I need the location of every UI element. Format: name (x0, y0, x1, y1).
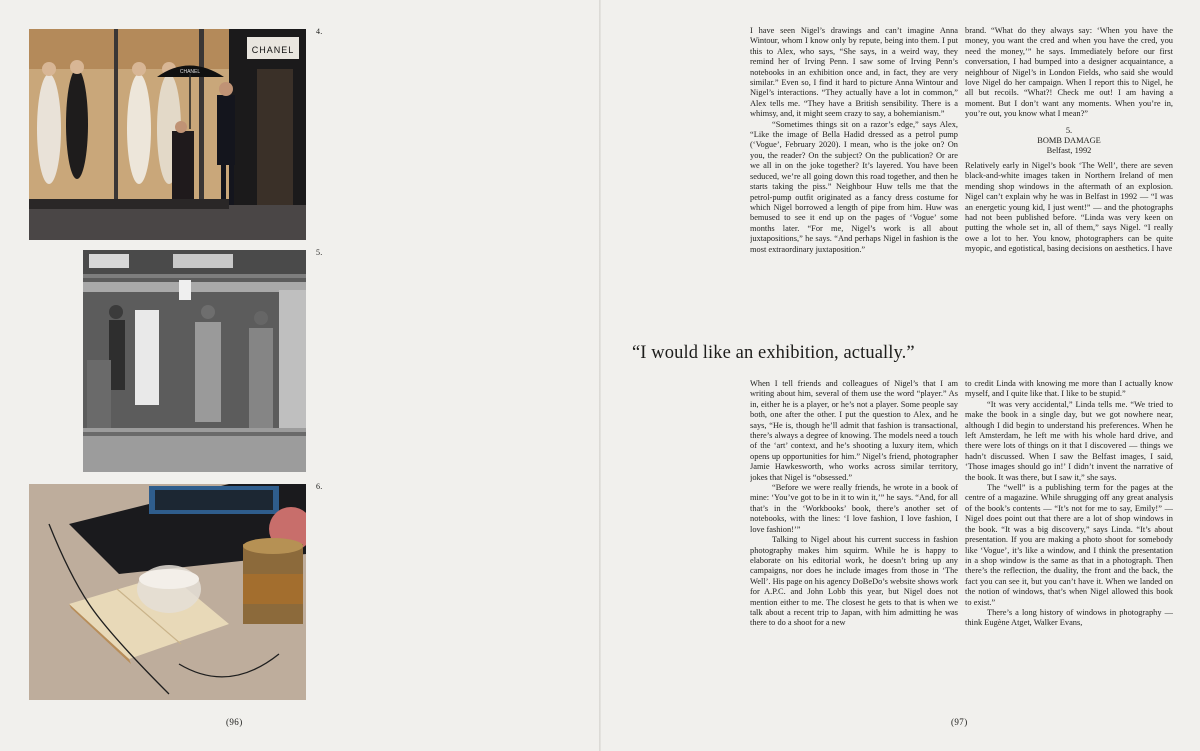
paragraph: The “well” is a publishing term for the pages at the centre of a magazine. While shrugging off any great analysis of the book’s contents — “It’s not for me to say, Emily!” — Nigel does point out that there are a lot of shop windows in the book. “It was a big discovery,” says Linda. “It’s about presentation. If you are making a photo shoot for somebody like ‘Vogue’, it’s like a window, and I think the presentation in a shop window is the same as that in a photograph. Then there’s the reflection, the duality, the front and the back, the fact you can see it, but you can’t have it. When we landed on the notion of windows, that’s when Nigel allowed this book to exist.” (965, 483, 1173, 607)
paragraph: “Before we were really friends, he wrote in a book of mine: ‘You’ve got to be in it to win it,’” he says. “And, for all that’s in the ‘Workbooks’ book, there’s another set of notebooks, with the lines: ‘I love fashion, I love fashion, I love fashion!’” (750, 483, 958, 534)
paragraph: Relatively early in Nigel’s book ‘The Well’, there are seven black-and-white images taken in Northern Ireland of men mending shop windows in the aftermath of an explosion. Nigel can’t explain why he was in Belfast in 1992 — “I was an energetic young kid, I just went!” — and the photographs had not been published before. “Linda was very keen on putting the whole set in, all of them,” says Nigel. “I really owe a lot to her. You know, photographers can be quite myopic, and egotistical, basing decisions on aesthetics. I have (965, 160, 1173, 254)
section-place: Belfast, 1992 (1046, 146, 1092, 156)
photo-book-and-glass (29, 484, 306, 700)
photo-chanel-window (29, 29, 306, 240)
pull-quote: “I would like an exhibition, actually.” (632, 343, 915, 363)
plate-number-5: 5. (316, 248, 323, 257)
paragraph: brand. “What do they always say: ‘When you have the money, you want the cred and when you have the cred, you need the money,’” he says. Immediately before our first conversation, I had bumped into a designer acquaintance, a neighbour of Nigel’s in London Fields, who said she would love Nigel do her campaign. When I report this to Nigel, he all but recoils. “What?! Check me out! I am having a moment. But I don’t want any moments. When you’re in, you’re out, you know what I mean?” (965, 26, 1173, 119)
shop-window-bw-image (83, 250, 306, 472)
paragraph: “Sometimes things sit on a razor’s edge,” says Alex, “Like the image of Bella Hadid dressed as a petrol pump (‘Vogue’, February 2020). I mean, who is the joke on? On you, the reader? On the subject? On the publication? Or are we all in on the joke together? It’s layered. You have been seduced, we’re all going down this road together, and then he starts taking the piss.” Neighbour Huw tells me that the petrol-pump outfit originated as a fancy dress costume for which Nigel borrowed a length of pipe from him. Huw was bemused to see it end up on the pages of ‘Vogue’ some months later. “For me, Nigel’s work is all about juxtapositions,” he says. “And perhaps Nigel in fashion is the most extraordinary juxtaposition.” (750, 119, 958, 254)
photo-shop-window-bw (83, 250, 306, 472)
umbrella-text: CHANEL (179, 69, 201, 75)
section-title: BOMB DAMAGE (1037, 136, 1101, 146)
article-column-2-bottom (965, 379, 1173, 705)
paragraph: “It was very accidental,” Linda tells me. “We tried to make the book in a single day, but we got nowhere near, although I did begin to understand his preferences. When he left Amsterdam, he left me with his whole hard drive, and there were lots of things on it that I discovered — things we hadn’t discussed. When I saw the Belfast images, I said, ‘Those images should go in!’ I didn’t invent the narrative of the book. It was there, but I saw it,” she says. (965, 399, 1173, 482)
plate-number-4: 4. (316, 27, 323, 36)
plate-number-6: 6. (316, 482, 323, 491)
paragraph: I have seen Nigel’s drawings and can’t imagine Anna Wintour, whom I know only by repute, being into them. I put this to Alex, who says, “She says, in a weird way, they remind her of Irving Penn. I saw some of Irving Penn’s notebooks in an exhibition once and, in fact, they are very similar.” Even so, I find it hard to picture Anna Wintour and Nigel’s interactions. “They actually have a lot in common,” Alex tells me. “They have a British sensibility. There is a whimsy, and, it might seem crazy to say, a bohemianism.” (750, 26, 958, 119)
paragraph: to credit Linda with knowing me more than I actually know myself, and I quite like that. I like to be stupid.” (965, 379, 1173, 399)
article-column-1-bottom (750, 379, 958, 705)
article-column-1-top (750, 26, 958, 330)
section-heading (965, 126, 1173, 157)
chanel-window-image (29, 29, 306, 240)
folio-right: (97) (951, 717, 968, 727)
paragraph: There’s a long history of windows in photography — think Eugène Atget, Walker Evans, (965, 607, 1173, 628)
chanel-sign-text: CHANEL (251, 45, 295, 55)
folio-left: (96) (226, 717, 243, 727)
left-page (0, 0, 599, 751)
section-number: 5. (1065, 125, 1073, 135)
paragraph: When I tell friends and colleagues of Nigel’s that I am writing about him, several of them use the word “player.” As in, either he is a player, or he’s not a player. Some people say both, one after the other. I put the question to Alex, and he says, “He is, though he’ll admit that fashion is transactional, there’s always a degree of knowing. The models need a touch of the ‘art’ context, and he’s shooting a luxury item, which opens up opportunities for him.” Nigel’s friend, photographer Jamie Hawkesworth, who works across similar territory, jokes that Nigel is “obsessed.” (750, 379, 958, 482)
article-column-2-top (965, 26, 1173, 330)
paragraph: Talking to Nigel about his current success in fashion photography makes him squirm. While he is happy to elaborate on his editorial work, he doesn’t bring up any campaigns, nor does he include images from those in ‘The Well’. His page on his agency DoBeDo’s website shows work for A.P.C. and John Lobb this year, but Nigel does not mention either to me. The closest he gets to that is when we talk about a recent trip to Japan, with him admitting he was there to do a shoot for a new (750, 535, 958, 628)
book-and-glass-image (29, 484, 306, 700)
